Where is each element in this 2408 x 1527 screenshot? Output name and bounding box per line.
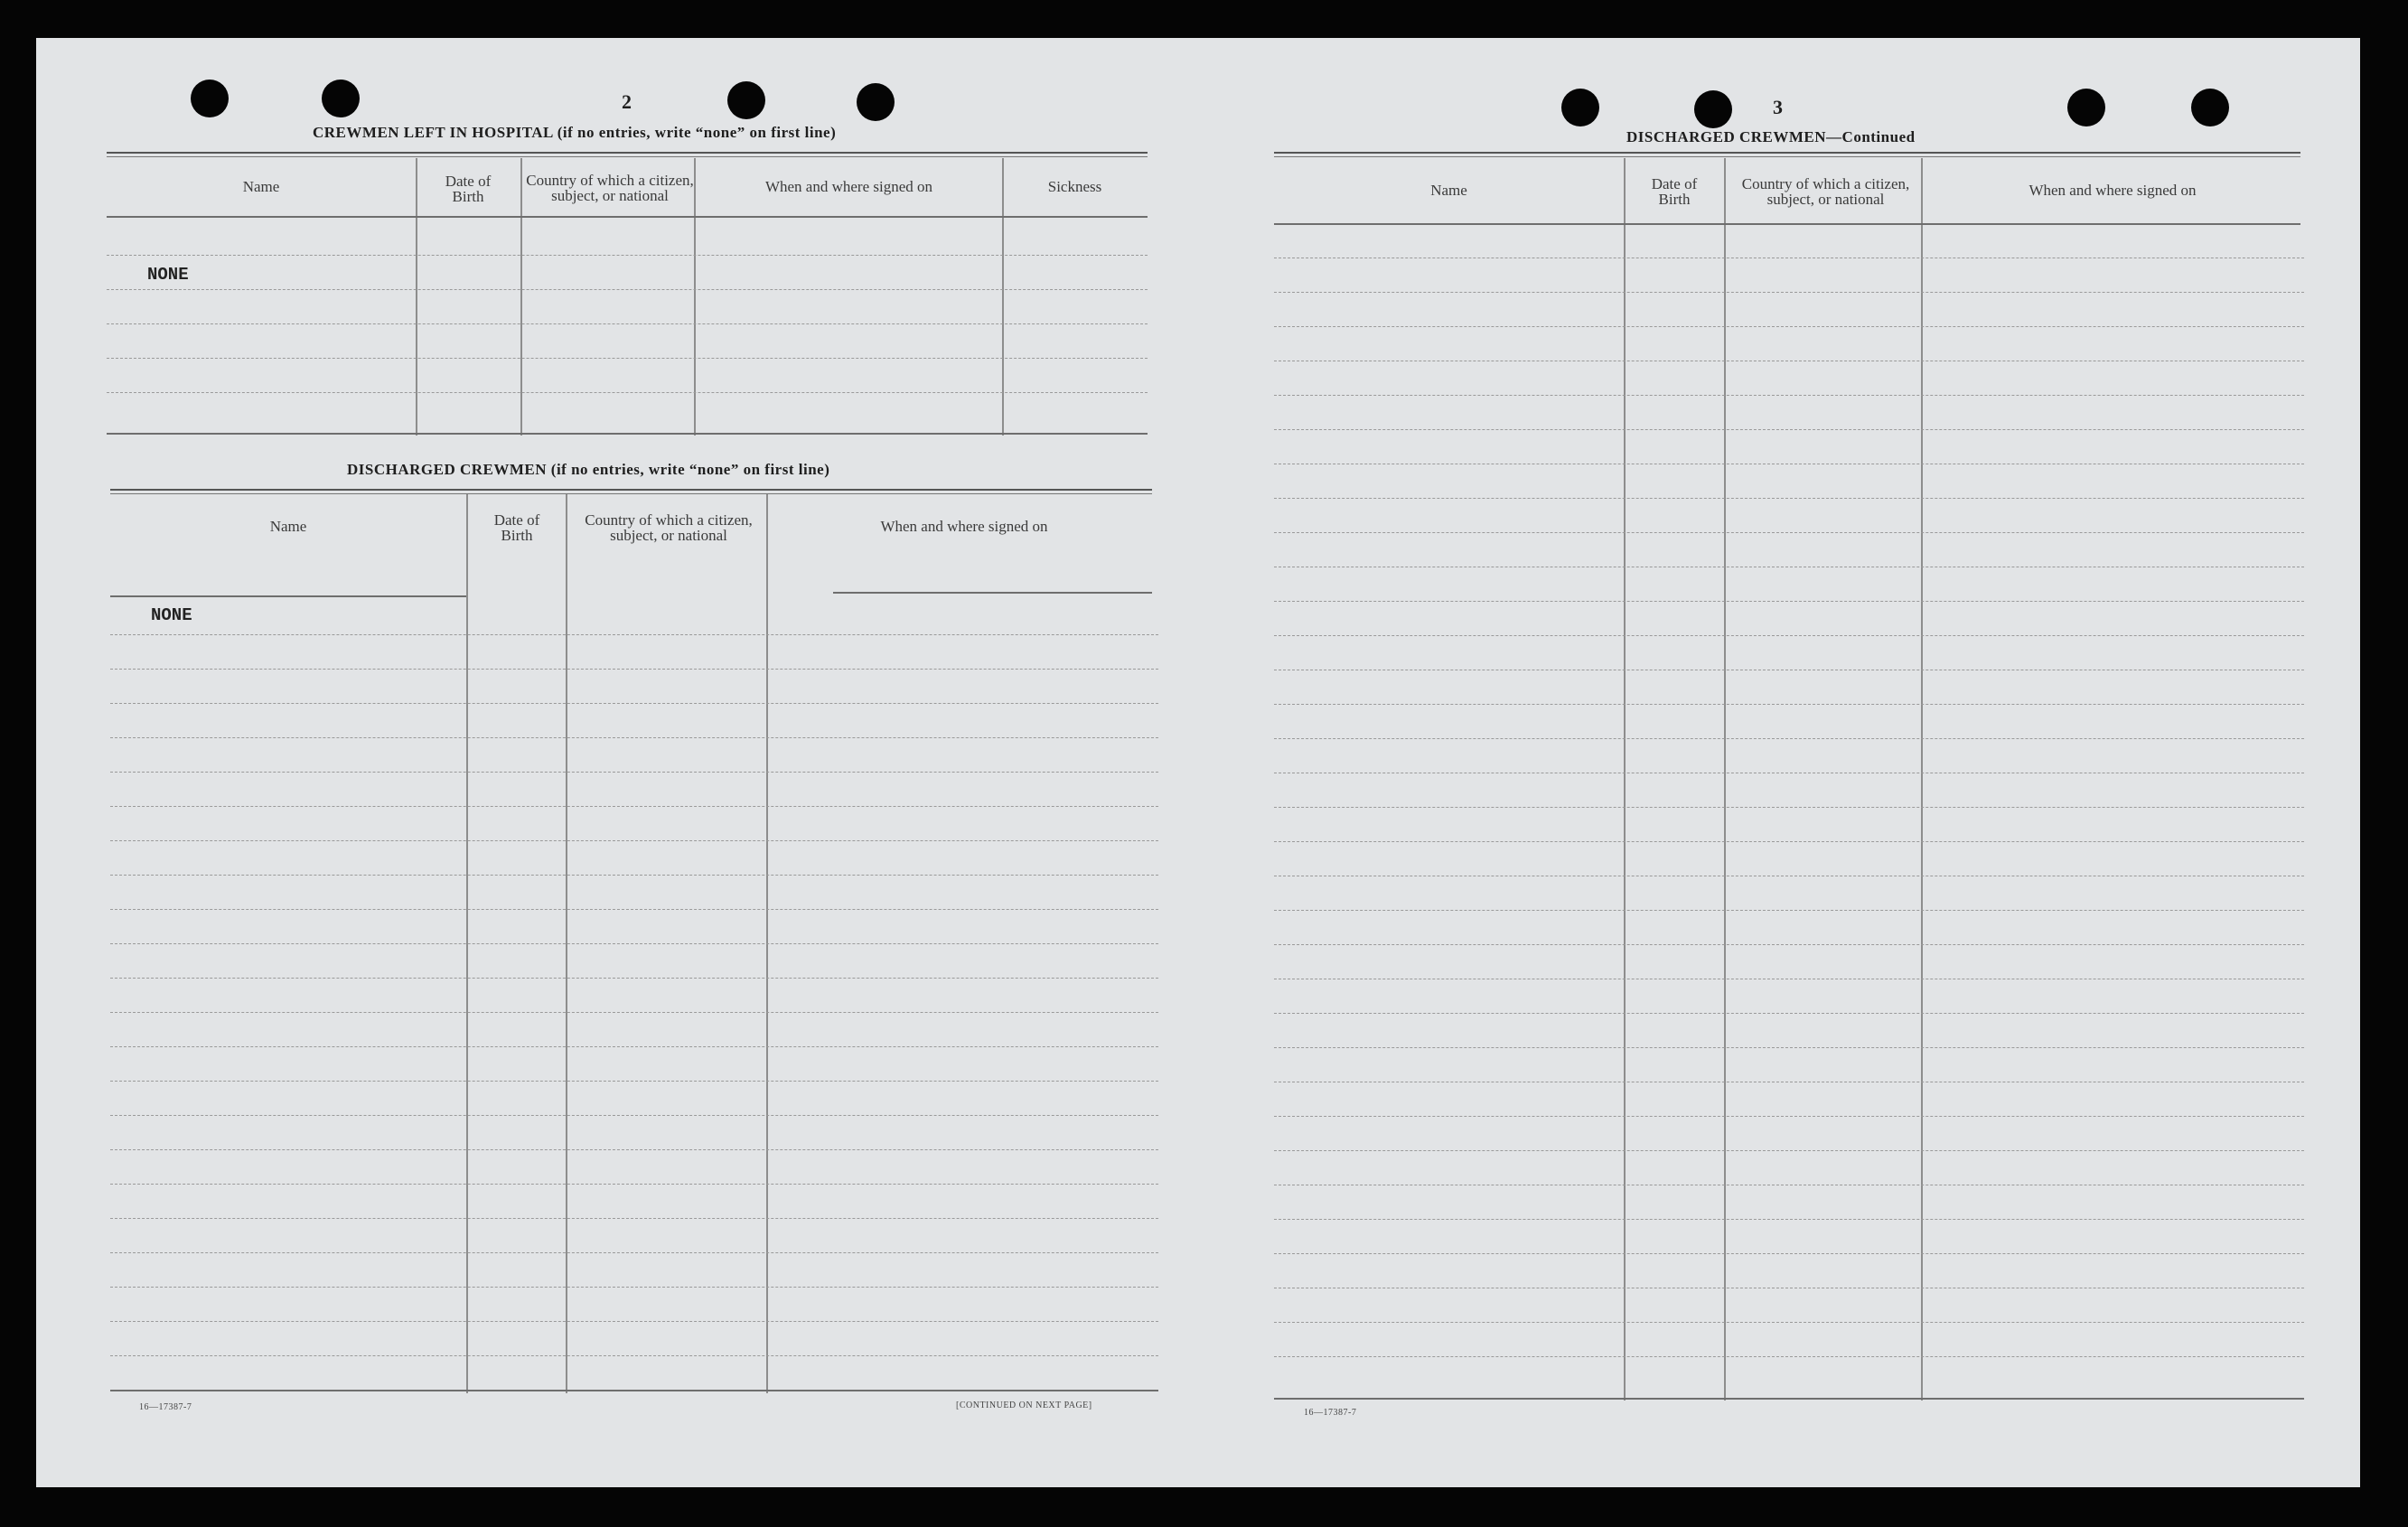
row-line — [110, 943, 1158, 944]
left-page — [36, 38, 1202, 1487]
row-line — [1274, 704, 2304, 705]
row-line — [107, 289, 1148, 290]
row-line — [110, 1355, 1158, 1356]
table-entry-name: NONE — [147, 265, 189, 285]
row-line — [110, 978, 1158, 979]
punch-hole — [1694, 90, 1732, 128]
row-line — [110, 1218, 1158, 1219]
column-header-country: Country of which a citizen, subject, or national — [526, 172, 694, 204]
row-line — [107, 255, 1148, 256]
column-divider — [1724, 158, 1726, 1401]
discharged-continued-title: DISCHARGED CREWMEN—Continued — [1626, 128, 1916, 145]
row-line — [1274, 944, 2304, 945]
header-rule — [107, 216, 1148, 218]
row-line — [1274, 635, 2304, 636]
header-rule — [833, 592, 1152, 594]
column-divider — [1921, 158, 1923, 1401]
header-rule — [1274, 223, 2300, 225]
form-number: 16—17387-7 — [1304, 1408, 1357, 1418]
divider — [107, 152, 1148, 157]
row-line — [1274, 1253, 2304, 1254]
row-line — [110, 737, 1158, 738]
row-line — [1274, 395, 2304, 396]
row-line — [1274, 532, 2304, 533]
divider — [1274, 152, 2300, 157]
page-number: 3 — [1773, 96, 1783, 118]
row-line — [1274, 841, 2304, 842]
row-line — [1274, 1047, 2304, 1048]
discharged-section-title: DISCHARGED CREWMEN (if no entries, write “none” on first line) — [347, 461, 830, 478]
row-line — [1274, 1356, 2304, 1357]
row-line — [110, 1012, 1158, 1013]
column-header-country: Country of which a citizen, subject, or national — [1741, 175, 1910, 208]
column-divider — [416, 158, 417, 436]
column-header-name: Name — [1430, 181, 1467, 199]
row-line — [110, 1252, 1158, 1253]
column-header-date-of-birth: Date of Birth — [445, 173, 492, 205]
table-bottom-rule — [107, 433, 1148, 435]
punch-hole — [191, 80, 229, 117]
row-line — [110, 1115, 1158, 1116]
punch-hole — [857, 83, 895, 121]
punch-hole — [1561, 89, 1599, 126]
row-line — [107, 392, 1148, 393]
right-page — [1274, 38, 2360, 1487]
row-line — [110, 1321, 1158, 1322]
column-header-signed-on: When and where signed on — [880, 517, 1048, 535]
row-line — [110, 669, 1158, 670]
column-header-sickness: Sickness — [1047, 177, 1102, 195]
form-number: 16—17387-7 — [139, 1402, 192, 1412]
punch-hole — [2067, 89, 2105, 126]
column-header-country: Country of which a citizen, subject, or national — [585, 511, 753, 544]
row-line — [110, 909, 1158, 910]
column-divider — [1624, 158, 1626, 1401]
column-header-date-of-birth: Date of Birth — [493, 511, 540, 544]
row-line — [110, 703, 1158, 704]
row-line — [1274, 1322, 2304, 1323]
punch-hole — [727, 81, 765, 119]
page-number: 2 — [622, 90, 632, 113]
row-line — [1274, 326, 2304, 327]
continued-note: [CONTINUED ON NEXT PAGE] — [956, 1401, 1092, 1410]
row-line — [1274, 1116, 2304, 1117]
column-divider — [520, 158, 522, 436]
punch-hole — [2191, 89, 2229, 126]
row-line — [107, 323, 1148, 324]
row-line — [1274, 807, 2304, 808]
row-line — [110, 840, 1158, 841]
row-line — [1274, 498, 2304, 499]
hospital-table — [107, 158, 1148, 436]
row-line — [110, 806, 1158, 807]
row-line — [1274, 910, 2304, 911]
column-header-signed-on: When and where signed on — [2029, 181, 2197, 199]
row-line — [110, 1184, 1158, 1185]
row-line — [110, 634, 1158, 635]
row-line — [110, 1046, 1158, 1047]
row-line — [110, 1287, 1158, 1288]
row-line — [110, 875, 1158, 876]
table-bottom-rule — [1274, 1398, 2304, 1400]
row-line — [1274, 292, 2304, 293]
table-entry-name: NONE — [151, 605, 192, 625]
row-line — [1274, 1150, 2304, 1151]
discharged-continued-table — [1274, 158, 2304, 1401]
row-line — [110, 1149, 1158, 1150]
form-sheet — [36, 38, 2360, 1487]
column-header-signed-on: When and where signed on — [764, 177, 933, 195]
row-line — [107, 358, 1148, 359]
row-line — [1274, 601, 2304, 602]
row-line — [1274, 1219, 2304, 1220]
discharged-table — [110, 494, 1158, 1393]
column-header-name: Name — [269, 517, 307, 535]
table-bottom-rule — [110, 1390, 1158, 1391]
row-line — [110, 772, 1158, 773]
punch-hole — [322, 80, 360, 117]
column-header-date-of-birth: Date of Birth — [1651, 175, 1698, 208]
row-line — [1274, 1013, 2304, 1014]
row-line — [1274, 429, 2304, 430]
column-header-name: Name — [242, 177, 280, 195]
header-rule — [110, 595, 466, 597]
row-line — [110, 1081, 1158, 1082]
row-line — [1274, 738, 2304, 739]
hospital-section-title: CREWMEN LEFT IN HOSPITAL (if no entries, write “none” on first line) — [313, 124, 837, 141]
